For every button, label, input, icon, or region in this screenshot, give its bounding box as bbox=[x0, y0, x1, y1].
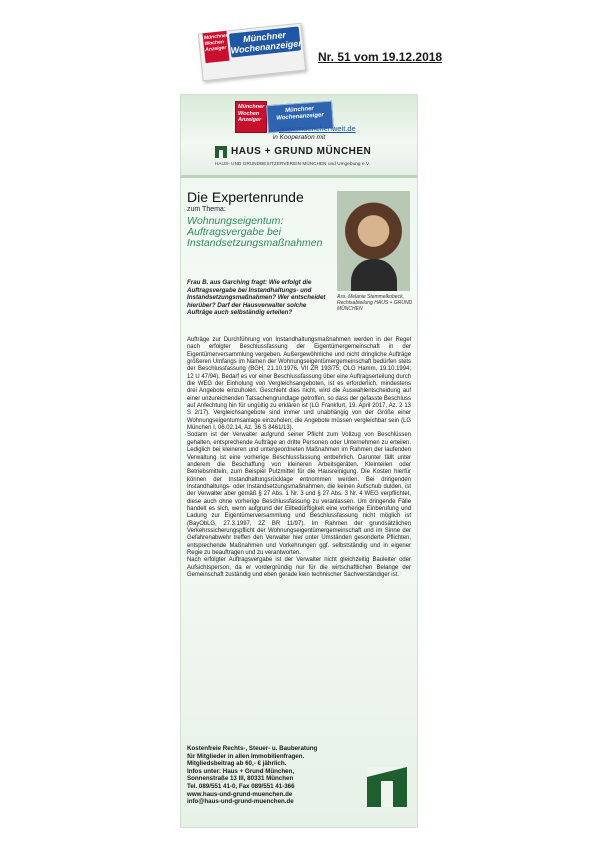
newspaper-banner-text: Münchner Wochenanzeiger bbox=[230, 29, 303, 56]
mini-newspaper-badge bbox=[235, 101, 267, 133]
article-title: Die Expertenrunde bbox=[187, 189, 304, 205]
newspaper-red-badge-text: Münchner Wochen Anzeiger bbox=[203, 32, 229, 54]
house-grund-logo-icon bbox=[215, 146, 227, 158]
footer-line: Tel. 089/551 41-0, Fax 089/551 41-366 bbox=[187, 782, 295, 790]
logo-slant-shape bbox=[367, 767, 407, 777]
footer-line: Infos unter: Haus + Grund München, bbox=[187, 767, 295, 775]
expert-photo bbox=[337, 191, 410, 291]
photo-shoulders bbox=[351, 259, 397, 291]
cooperation-label: in Kooperation mit bbox=[272, 134, 326, 141]
article-paragraph: Sodann ist der Verwalter aufgrund seiner Pflicht zum Vollzug von Beschlüssen gehalten, entsprechende Aufträge an dritte Personen oder Unternehmen zu erteilen. Lediglich bei kleineren und untergeordneten Maßnahmen im Rahmen der laufenden Verwaltung ist eine vorherige Beschlussfassung entbehrlich. Darunter fällt unter anderem die Beschaffung von kleineren Arbeitsgeräten, Kleinteilen oder Betriebsmitteln, zum Beispiel Putzmittel für die Hausreinigung. Die Kosten hierfür können der Instandhaltungsrücklage entnommen werden. Bei dringenden Instandhaltungs- oder Instandsetzungsmaßnahmen, die keinen Aufschub dulden, ist der Verwalter aber gemäß § 27 Abs. 1 Nr. 3 und § 27 Abs. 3 Nr. 4 WEG verpflichtet, diese auch ohne vorherige Beschlussfassung zu veranlassen. Um dringende Fälle handelt es sich, wenn aufgrund der Eilbedürftigkeit eine vorherige Einberufung und Ladung zur Eigentümerversammlung und Beschlussfassung nicht möglich ist (BayObLG, 27.3.1997, 2Z BR 11/97). Im Rahmen der grundsätzlichen Verkehrssicherungspflicht der Wohnungseigentümergemeinschaft und im Sinne der Gefahrenabwehr treffen den Verwalter hier unter Umständen gesonderte Pflichten, entsprechende Maßnahmen und Vorkehrungen ggf. selbstständig und in eigener Regie zu beauftragen und zu verantworten. bbox=[187, 432, 411, 556]
article-subtitle: zum Thema: bbox=[187, 206, 226, 213]
contact-footer bbox=[187, 745, 347, 806]
photo-caption: Ass. Melanie Stemmelkobeck, Rechtsabteilung HAUS + GRUND MÜNCHEN bbox=[337, 294, 413, 313]
footer-line: für Mitglieder in allen Immobilienfragen. bbox=[187, 752, 305, 760]
footer-line: Sonnenstraße 13 III, 80331 München bbox=[187, 775, 294, 783]
article-topic: Wohnungseigentum: Auftragsvergabe bei Instandsetzungsmaßnahmen bbox=[187, 215, 323, 249]
reader-question: Frau B. aus Garching fragt: Wie erfolgt die Auftragsvergabe bei Instandhaltungs- und Instandsetzungsmaßnahmen? Wer entscheidet hierüber? Darf der Hausverwalter solche Aufträge auch selbständig erteilen? bbox=[187, 279, 326, 317]
footer-line: Mitgliedsbeitrag ab 60,- € jährlich. bbox=[187, 760, 287, 768]
footer-line: Kostenfreie Rechts-, Steuer- u. Bauberatung bbox=[187, 745, 318, 752]
article-paragraph: Aufträge zur Durchführung von Instandhaltungsmaßnahmen werden in der Regel nach erfolgter Beschlussfassung der Eigentümergemeinschaft in der Eigentümerversammlung vergeben. Außergewöhnliche und nicht dringliche Aufträge größeren Umfangs im Namen der Wohnungseigentümergemeinschaft bedürfen stets der Beschlussfassung (BGH, 21.10.1976, VII ZR 193/75; OLG Hamm, 19.10.1994; 12 U 47/94). Bedarf es vor einer Beschlussfassung über eine Auftragserteilung durch die WEG der Einholung von Vergleichsangeboten, ist es erforderlich, mindestens drei Angebote einzuholen. Geschieht dies nicht, wird die Auswahlentscheidung auf einer unzureichenden Tatsachengrundlage getroffen, so dass der gefasste Beschluss auf Anfechtung hin für ungültig zu erklären ist (LG Frankfurt, 19. April 2017, Az. 2 13 S 2/17). Vergleichsangebote sind immer und unabhängig von der Größe einer Wohnungseigentumsanlage einzuholen; die Angebote müssen vergleichbar sein (LG München I, 06.02.14, Az. 36 S 8461/13). bbox=[187, 337, 411, 432]
header-divider bbox=[181, 175, 417, 178]
logo-notch-shape bbox=[381, 781, 393, 807]
article-panel bbox=[180, 94, 418, 828]
article-paragraph: Nach erfolgter Auftragsvergabe ist der Verwalter nicht gleichzeitig Bauleiter oder Aufsichtsperson, da er vordergründig nur für die wirtschaftlichen Belange der Gemeinschaft zuständig und eben gerade kein technischer Sachverständiger ist. bbox=[187, 557, 411, 578]
article-body bbox=[187, 337, 411, 579]
mini-newspaper-text: Münchner Wochenanzeiger bbox=[276, 106, 324, 122]
organization-name: HAUS + GRUND MÜNCHEN bbox=[231, 146, 372, 157]
footer-email-link[interactable]: info@haus-und-grund-muenchen.de bbox=[187, 798, 294, 806]
panel-header bbox=[181, 95, 417, 175]
newspaper-logo bbox=[196, 24, 308, 82]
website-link[interactable]: www.muenchenweit.de bbox=[279, 124, 356, 133]
newspaper-red-badge bbox=[202, 31, 229, 63]
issue-label: Nr. 51 vom 19.12.2018 bbox=[318, 50, 443, 64]
footer-website-link[interactable]: www.haus-und-grund-muenchen.de bbox=[187, 790, 293, 798]
mini-newspaper-badge-text: Münchner Wochen Anzeiger bbox=[238, 104, 265, 123]
organization-subtitle: HAUS- UND GRUNDBESITZERVEREIN MÜNCHEN und Umgebung e.V. bbox=[215, 161, 371, 166]
house-grund-logo-icon bbox=[367, 767, 407, 807]
